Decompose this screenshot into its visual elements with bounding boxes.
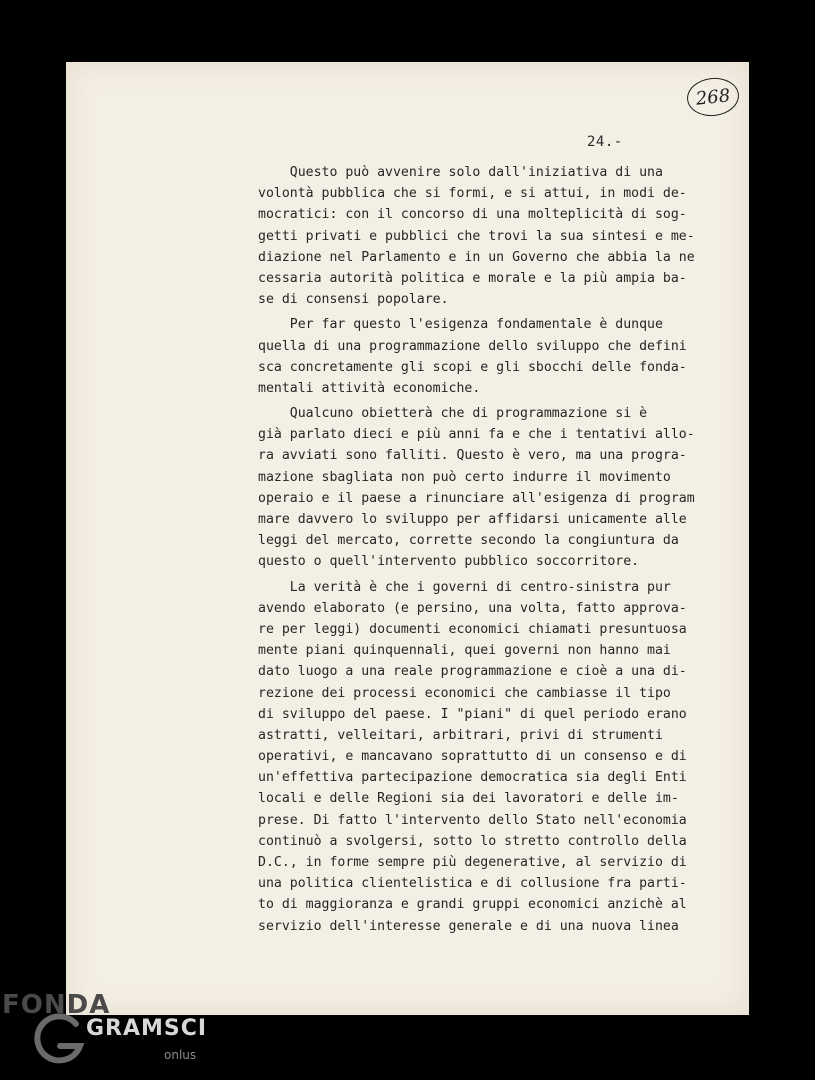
text-line: volontà pubblica che si formi, e si attui, in modi de-: [258, 186, 687, 202]
text-line: una politica clientelistica e di collusione fra parti-: [258, 876, 687, 892]
text-line: re per leggi) documenti economici chiamati presuntuosa: [258, 621, 687, 637]
logo-text-gramsci: GRAMSCI: [86, 1016, 208, 1041]
text-line: se di consensi popolare.: [258, 292, 449, 308]
text-line: getti privati e pubblici che trovi la sua sintesi e me-: [258, 228, 695, 244]
text-line: questo o quell'intervento pubblico soccorritore.: [258, 554, 640, 570]
text-line: prese. Di fatto l'intervento dello Stato nell'economia: [258, 812, 687, 828]
text-line: astratti, velleitari, arbitrari, privi di strumenti: [258, 727, 663, 743]
text-line: Questo può avvenire solo dall'iniziativa di una: [258, 165, 663, 180]
text-line: mare davvero lo sviluppo per affidarsi unicamente alle: [258, 512, 687, 527]
document-page: [66, 62, 749, 1015]
text-line: mazione sbagliata non può certo indurre il movimento: [258, 469, 671, 485]
text-line: to di maggioranza e grandi gruppi economici anzichè al: [258, 897, 687, 913]
logo-text-fonda: FONDA: [2, 990, 111, 1020]
text-line: Per far questo l'esigenza fondamentale è dunque: [258, 317, 663, 333]
text-line: dato luogo a una reale programmazione e cioè a una di-: [258, 664, 687, 680]
text-line: sca concretamente gli scopi e gli sbocchi delle fonda-: [258, 359, 687, 375]
text-line: mocratici: con il concorso di una molteplicità di sog-: [258, 207, 687, 223]
text-line: cessaria autorità politica e morale e la più ampia ba-: [258, 270, 687, 286]
text-line: avendo elaborato (e persino, una volta, fatto approva-: [258, 600, 687, 616]
text-line: operaio e il paese a rinunciare all'esigenza di program: [258, 490, 695, 506]
logo-g-swirl-icon: [30, 1012, 86, 1068]
text-line: un'effettiva partecipazione democratica sia degli Enti: [258, 770, 687, 786]
text-line: servizio dell'interesse generale e di una nuova linea: [258, 918, 679, 934]
text-line: ra avviati sono falliti. Questo è vero, ma una progra-: [258, 448, 687, 464]
text-line: D.C., in forme sempre più degenerative, al servizio di: [258, 855, 687, 870]
fondazione-gramsci-logo: [0, 988, 210, 1080]
page-number: 24.-: [587, 134, 623, 150]
text-line: locali e delle Regioni sia dei lavoratori e delle im-: [258, 791, 679, 807]
text-line: operativi, e mancavano soprattutto di un consenso e di: [258, 749, 687, 765]
text-line: rezione dei processi economici che cambiasse il tipo: [258, 685, 671, 701]
text-line: quella di una programmazione dello sviluppo che defini: [258, 338, 687, 354]
text-line: già parlato dieci e più anni fa e che i tentativi allo-: [258, 427, 695, 443]
logo-text-onlus: onlus: [164, 1048, 197, 1062]
text-line: diazione nel Parlamento e in un Governo che abbia la ne: [258, 249, 695, 265]
text-line: continuò a svolgersi, sotto lo stretto controllo della: [258, 833, 687, 849]
text-line: leggi del mercato, corrette secondo la congiuntura da: [258, 533, 679, 549]
text-line: mente piani quinquennali, quei governi non hanno mai: [258, 643, 671, 659]
typewritten-body: [258, 162, 728, 937]
text-line: La verità è che i governi di centro-sinistra pur: [258, 579, 671, 595]
text-line: di sviluppo del paese. I "piani" di quel periodo erano: [258, 706, 687, 722]
text-line: Qualcuno obietterà che di programmazione si è: [258, 406, 648, 422]
folio-stamp: 268: [685, 75, 741, 118]
text-line: mentali attività economiche.: [258, 380, 481, 396]
